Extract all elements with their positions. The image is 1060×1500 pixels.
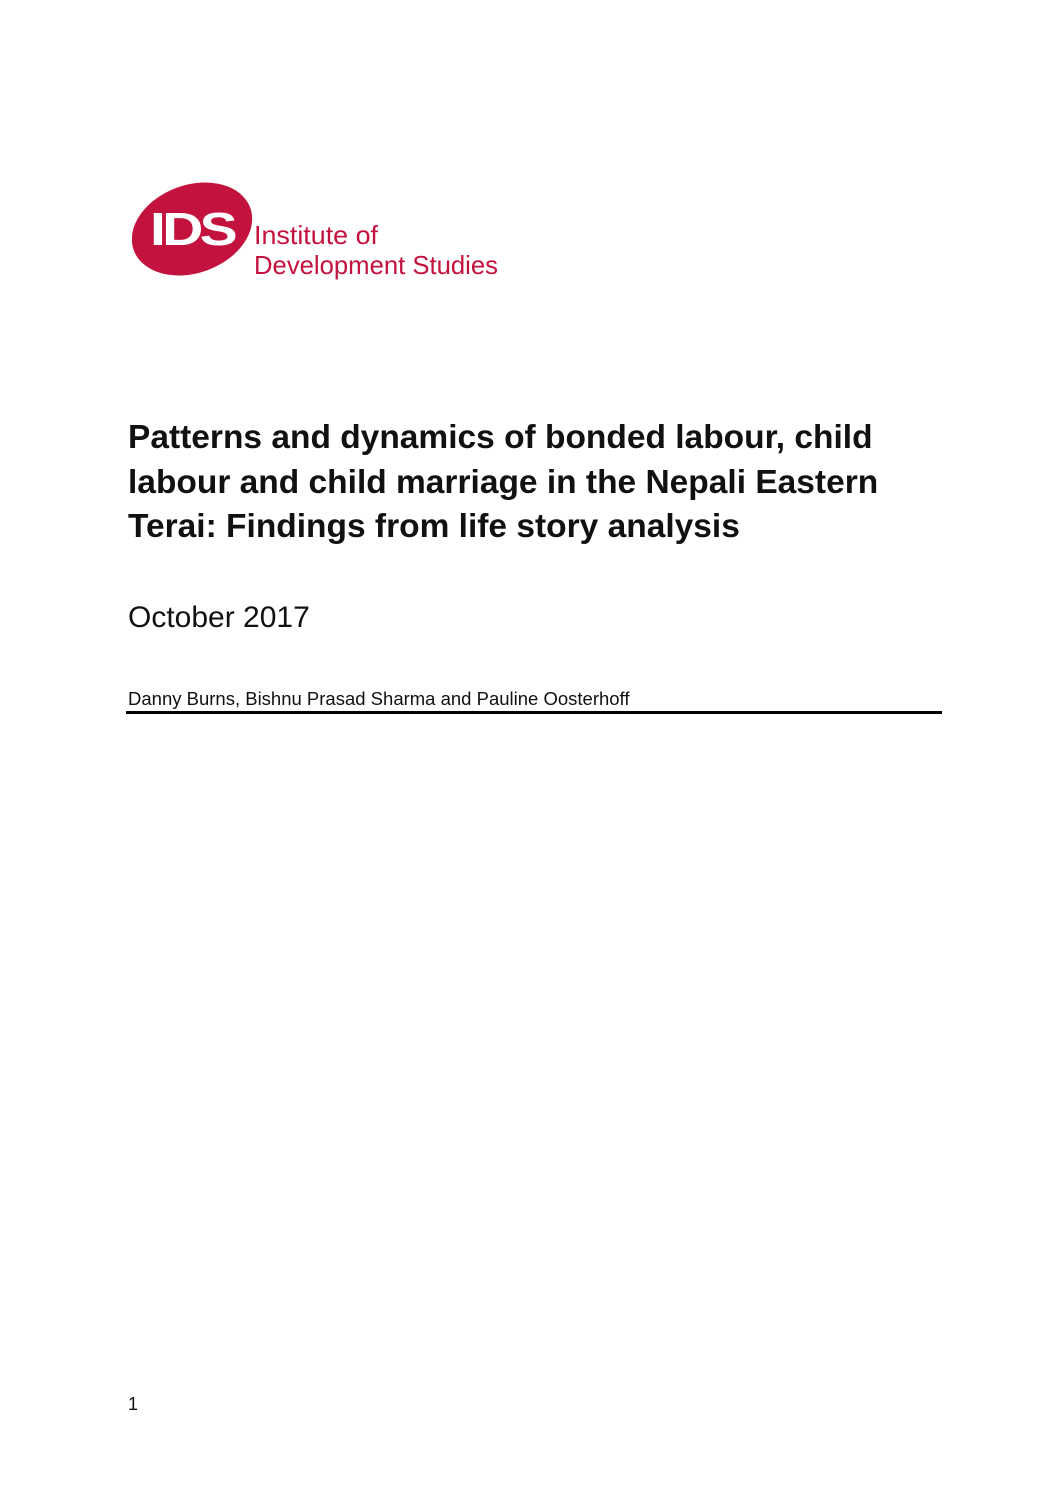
publication-date: October 2017 bbox=[128, 601, 310, 634]
title-line: Patterns and dynamics of bonded labour, child bbox=[128, 419, 873, 456]
title-line: Terai: Findings from life story analysis bbox=[128, 508, 740, 545]
logo-line2: Development Studies bbox=[254, 250, 498, 280]
title-line: labour and child marriage in the Nepali Eastern bbox=[128, 463, 879, 501]
logo-acronym: IDS bbox=[150, 203, 236, 255]
page-number: 1 bbox=[128, 1394, 139, 1414]
ids-logo-graphic bbox=[132, 178, 512, 284]
divider-rule bbox=[126, 711, 942, 714]
authors-line: Danny Burns, Bishnu Prasad Sharma and Pauline Oosterhoff bbox=[128, 688, 630, 709]
report-title bbox=[128, 416, 958, 550]
logo-line1: Institute of bbox=[254, 220, 379, 250]
ids-logo bbox=[132, 178, 512, 284]
